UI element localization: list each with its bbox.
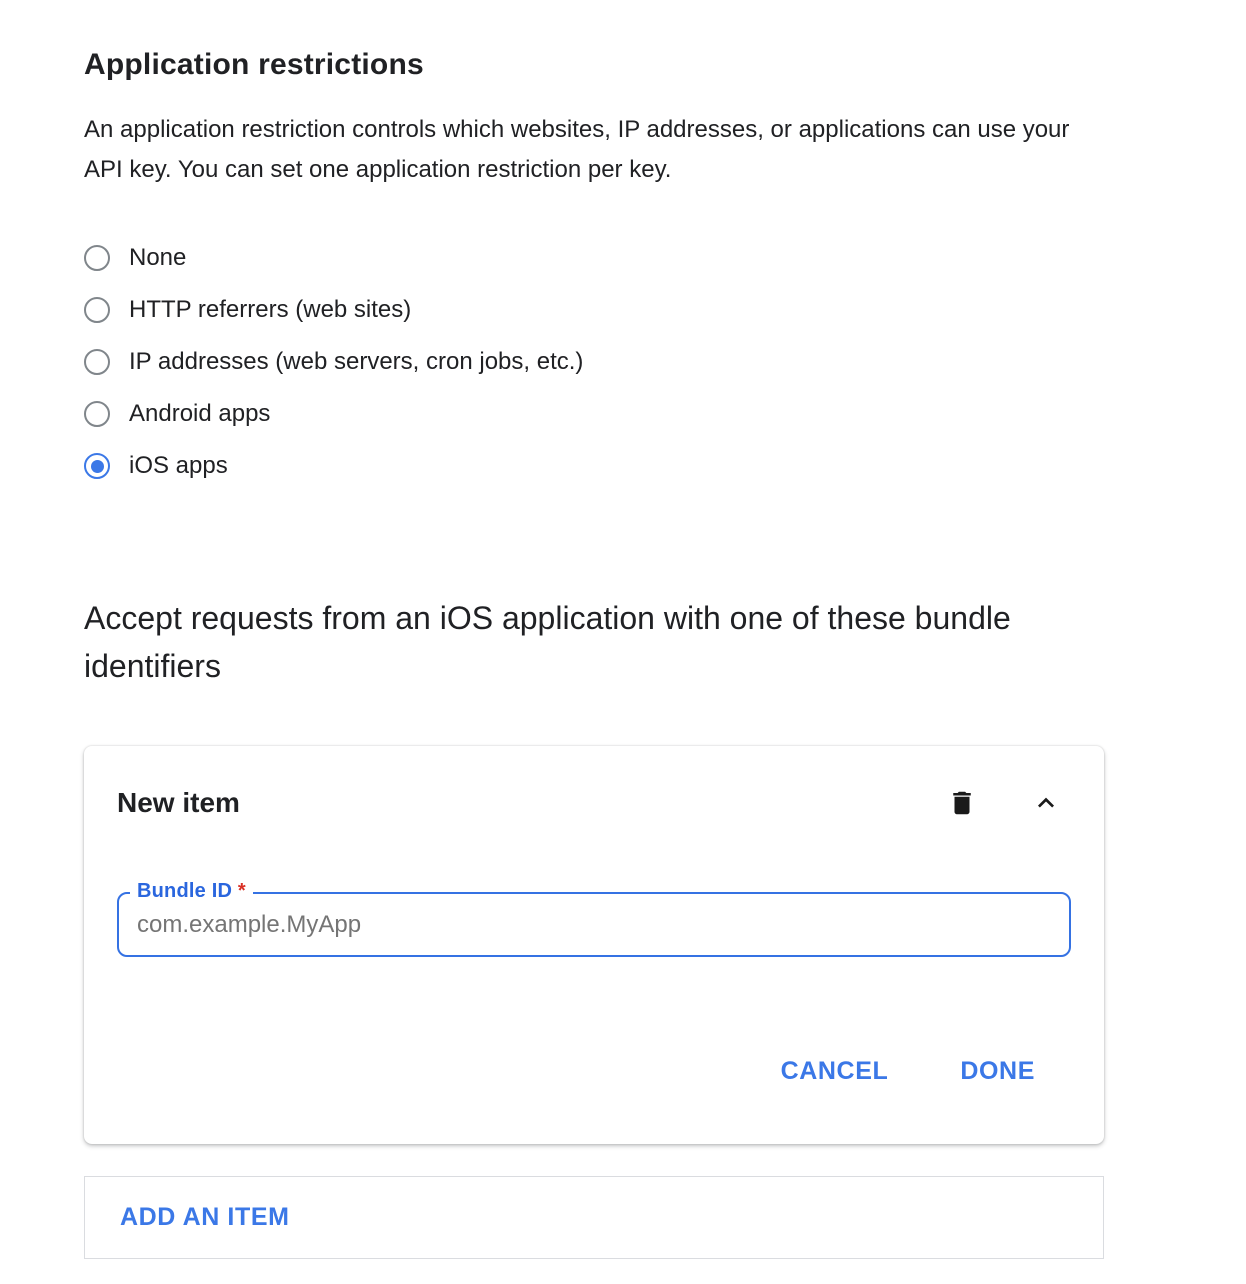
radio-option-ip-addresses[interactable] — [84, 336, 1104, 388]
done-button[interactable]: DONE — [956, 1049, 1039, 1094]
new-item-title: New item — [117, 787, 240, 818]
radio-option-ios-apps[interactable] — [84, 440, 1104, 492]
chevron-up-icon — [1030, 787, 1062, 819]
radio-option-label: None — [129, 244, 187, 271]
bundle-id-label — [130, 879, 253, 903]
collapse-item-button[interactable] — [1029, 786, 1063, 820]
radio-unselected-icon[interactable] — [84, 401, 110, 427]
radio-option-none[interactable] — [84, 232, 1104, 284]
bundle-id-field — [117, 880, 1071, 957]
application-restrictions-title: Application restrictions — [84, 48, 424, 81]
radio-option-http-referrers[interactable] — [84, 284, 1104, 336]
bundle-id-input[interactable] — [117, 892, 1071, 957]
radio-dot — [91, 252, 104, 265]
trash-icon — [947, 788, 977, 818]
add-item-box — [84, 1176, 1104, 1259]
radio-dot — [91, 356, 104, 369]
radio-dot — [91, 304, 104, 317]
card-actions — [117, 1049, 1071, 1094]
radio-option-label: iOS apps — [129, 452, 228, 479]
radio-option-android-apps[interactable] — [84, 388, 1104, 440]
radio-selected-icon[interactable] — [84, 453, 110, 479]
new-item-card — [84, 746, 1104, 1144]
cancel-button[interactable]: CANCEL — [777, 1049, 893, 1094]
radio-unselected-icon[interactable] — [84, 297, 110, 323]
radio-option-label: IP addresses (web servers, cron jobs, etc.) — [129, 348, 584, 375]
add-an-item-button[interactable]: ADD AN ITEM — [118, 1197, 292, 1238]
new-item-card-header — [117, 786, 1071, 820]
ios-bundle-section-heading: Accept requests from an iOS application with one of these bundle identifiers — [84, 600, 1011, 684]
radio-option-label: HTTP referrers (web sites) — [129, 296, 412, 323]
delete-item-button[interactable] — [945, 786, 979, 820]
application-restriction-radio-group — [84, 232, 1104, 492]
radio-dot — [91, 408, 104, 421]
application-restrictions-description: An application restriction controls which websites, IP addresses, or applications can use your API key. You can set one application restriction per key. — [84, 116, 1070, 183]
radio-unselected-icon[interactable] — [84, 245, 110, 271]
radio-unselected-icon[interactable] — [84, 349, 110, 375]
card-header-icons — [945, 786, 1071, 820]
radio-dot — [91, 460, 104, 473]
required-asterisk: * — [237, 880, 246, 902]
radio-option-label: Android apps — [129, 400, 271, 427]
bundle-id-label-text: Bundle ID — [137, 880, 233, 902]
